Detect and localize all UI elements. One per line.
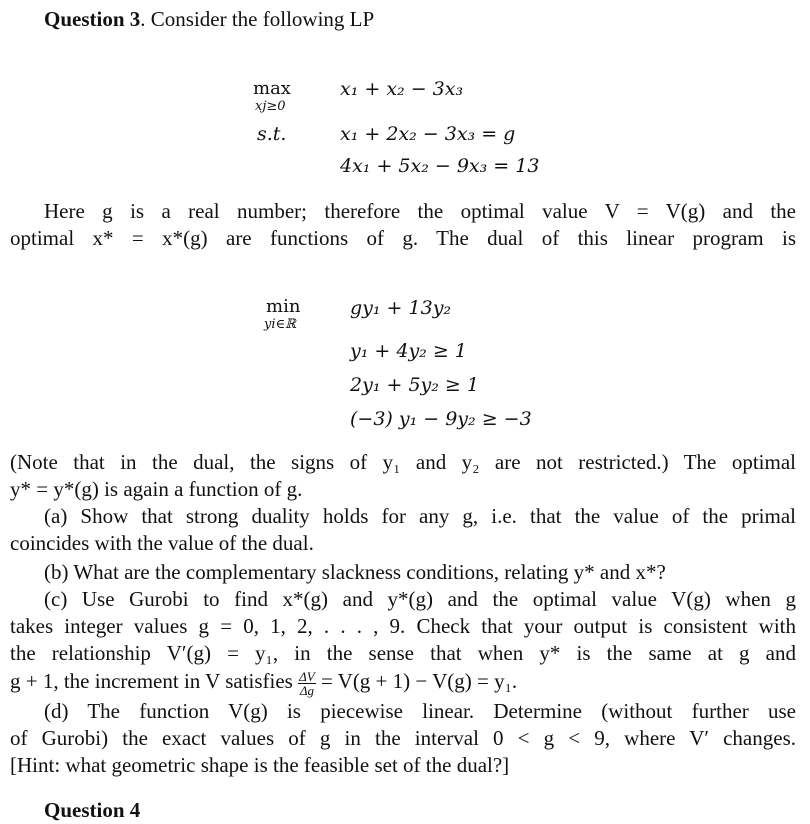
note-line-2: y* = y*(g) is again a function of g. [10, 477, 303, 501]
note-line-1: (Note that in the dual, the signs of y₁ and y₂ are not restricted.) The optimal [10, 450, 796, 474]
dual-constraint-3: (−3) y₁ − 9y₂ ≥ −3 [350, 408, 532, 430]
delta-fraction-numerator: ΔV [299, 668, 315, 684]
primal-st-label: s.t. [257, 123, 287, 145]
part-c-line-2: takes integer values g = 0, 1, 2, . . . , 9. Check that your output is consistent with [10, 614, 796, 638]
dual-min-operator: min [266, 296, 301, 317]
primal-objective: x₁ + x₂ − 3x₃ [340, 78, 464, 100]
part-c-line-1: (c) Use Gurobi to find x*(g) and y*(g) and the optimal value V(g) when g [44, 587, 796, 611]
part-c-line-4 [10, 668, 796, 697]
part-d-line-1: (d) The function V(g) is piecewise linear. Determine (without further use [44, 699, 796, 723]
next-question-heading [44, 797, 141, 822]
question-number: Question 3 [44, 7, 141, 31]
primal-max-operator: max [253, 78, 291, 99]
intro-line-1: Here g is a real number; therefore the optimal value V = V(g) and the [44, 199, 796, 223]
primal-constraint-1: x₁ + 2x₂ − 3x₃ = g [340, 123, 516, 145]
dual-min-subscript: yi∈ℝ [264, 317, 296, 332]
part-d-line-2: of Gurobi) the exact values of g in the interval 0 < g < 9, where V′ changes. [10, 726, 796, 750]
question-title [44, 6, 374, 33]
part-c-line-4-end: = V(g + 1) − V(g) = y₁. [320, 669, 518, 693]
dual-constraint-1: y₁ + 4y₂ ≥ 1 [350, 340, 467, 362]
delta-fraction-denominator: Δg [299, 682, 314, 698]
dual-objective: gy₁ + 13y₂ [350, 297, 452, 319]
part-d-line-3: [Hint: what geometric shape is the feasible set of the dual?] [10, 753, 510, 777]
next-question-title: Question 4 [44, 798, 141, 822]
intro-line-2: optimal x* = x*(g) are functions of g. The dual of this linear program is [10, 226, 796, 250]
question-title-rest: . Consider the following LP [140, 7, 375, 31]
primal-constraint-2: 4x₁ + 5x₂ − 9x₃ = 13 [340, 155, 540, 177]
delta-fraction [298, 670, 316, 697]
part-c-line-3: the relationship V′(g) = y₁, in the sense that when y* is the same at g and [10, 641, 796, 665]
part-b-line-1: (b) What are the complementary slackness conditions, relating y* and x*? [44, 560, 666, 584]
primal-max-subscript: xj≥0 [255, 99, 286, 114]
part-c-line-4-start: g + 1, the increment in V satisfies [10, 669, 293, 693]
part-a-line-1: (a) Show that strong duality holds for any g, i.e. that the value of the primal [44, 504, 796, 528]
part-a-line-2: coincides with the value of the dual. [10, 531, 314, 555]
dual-constraint-2: 2y₁ + 5y₂ ≥ 1 [350, 374, 479, 396]
